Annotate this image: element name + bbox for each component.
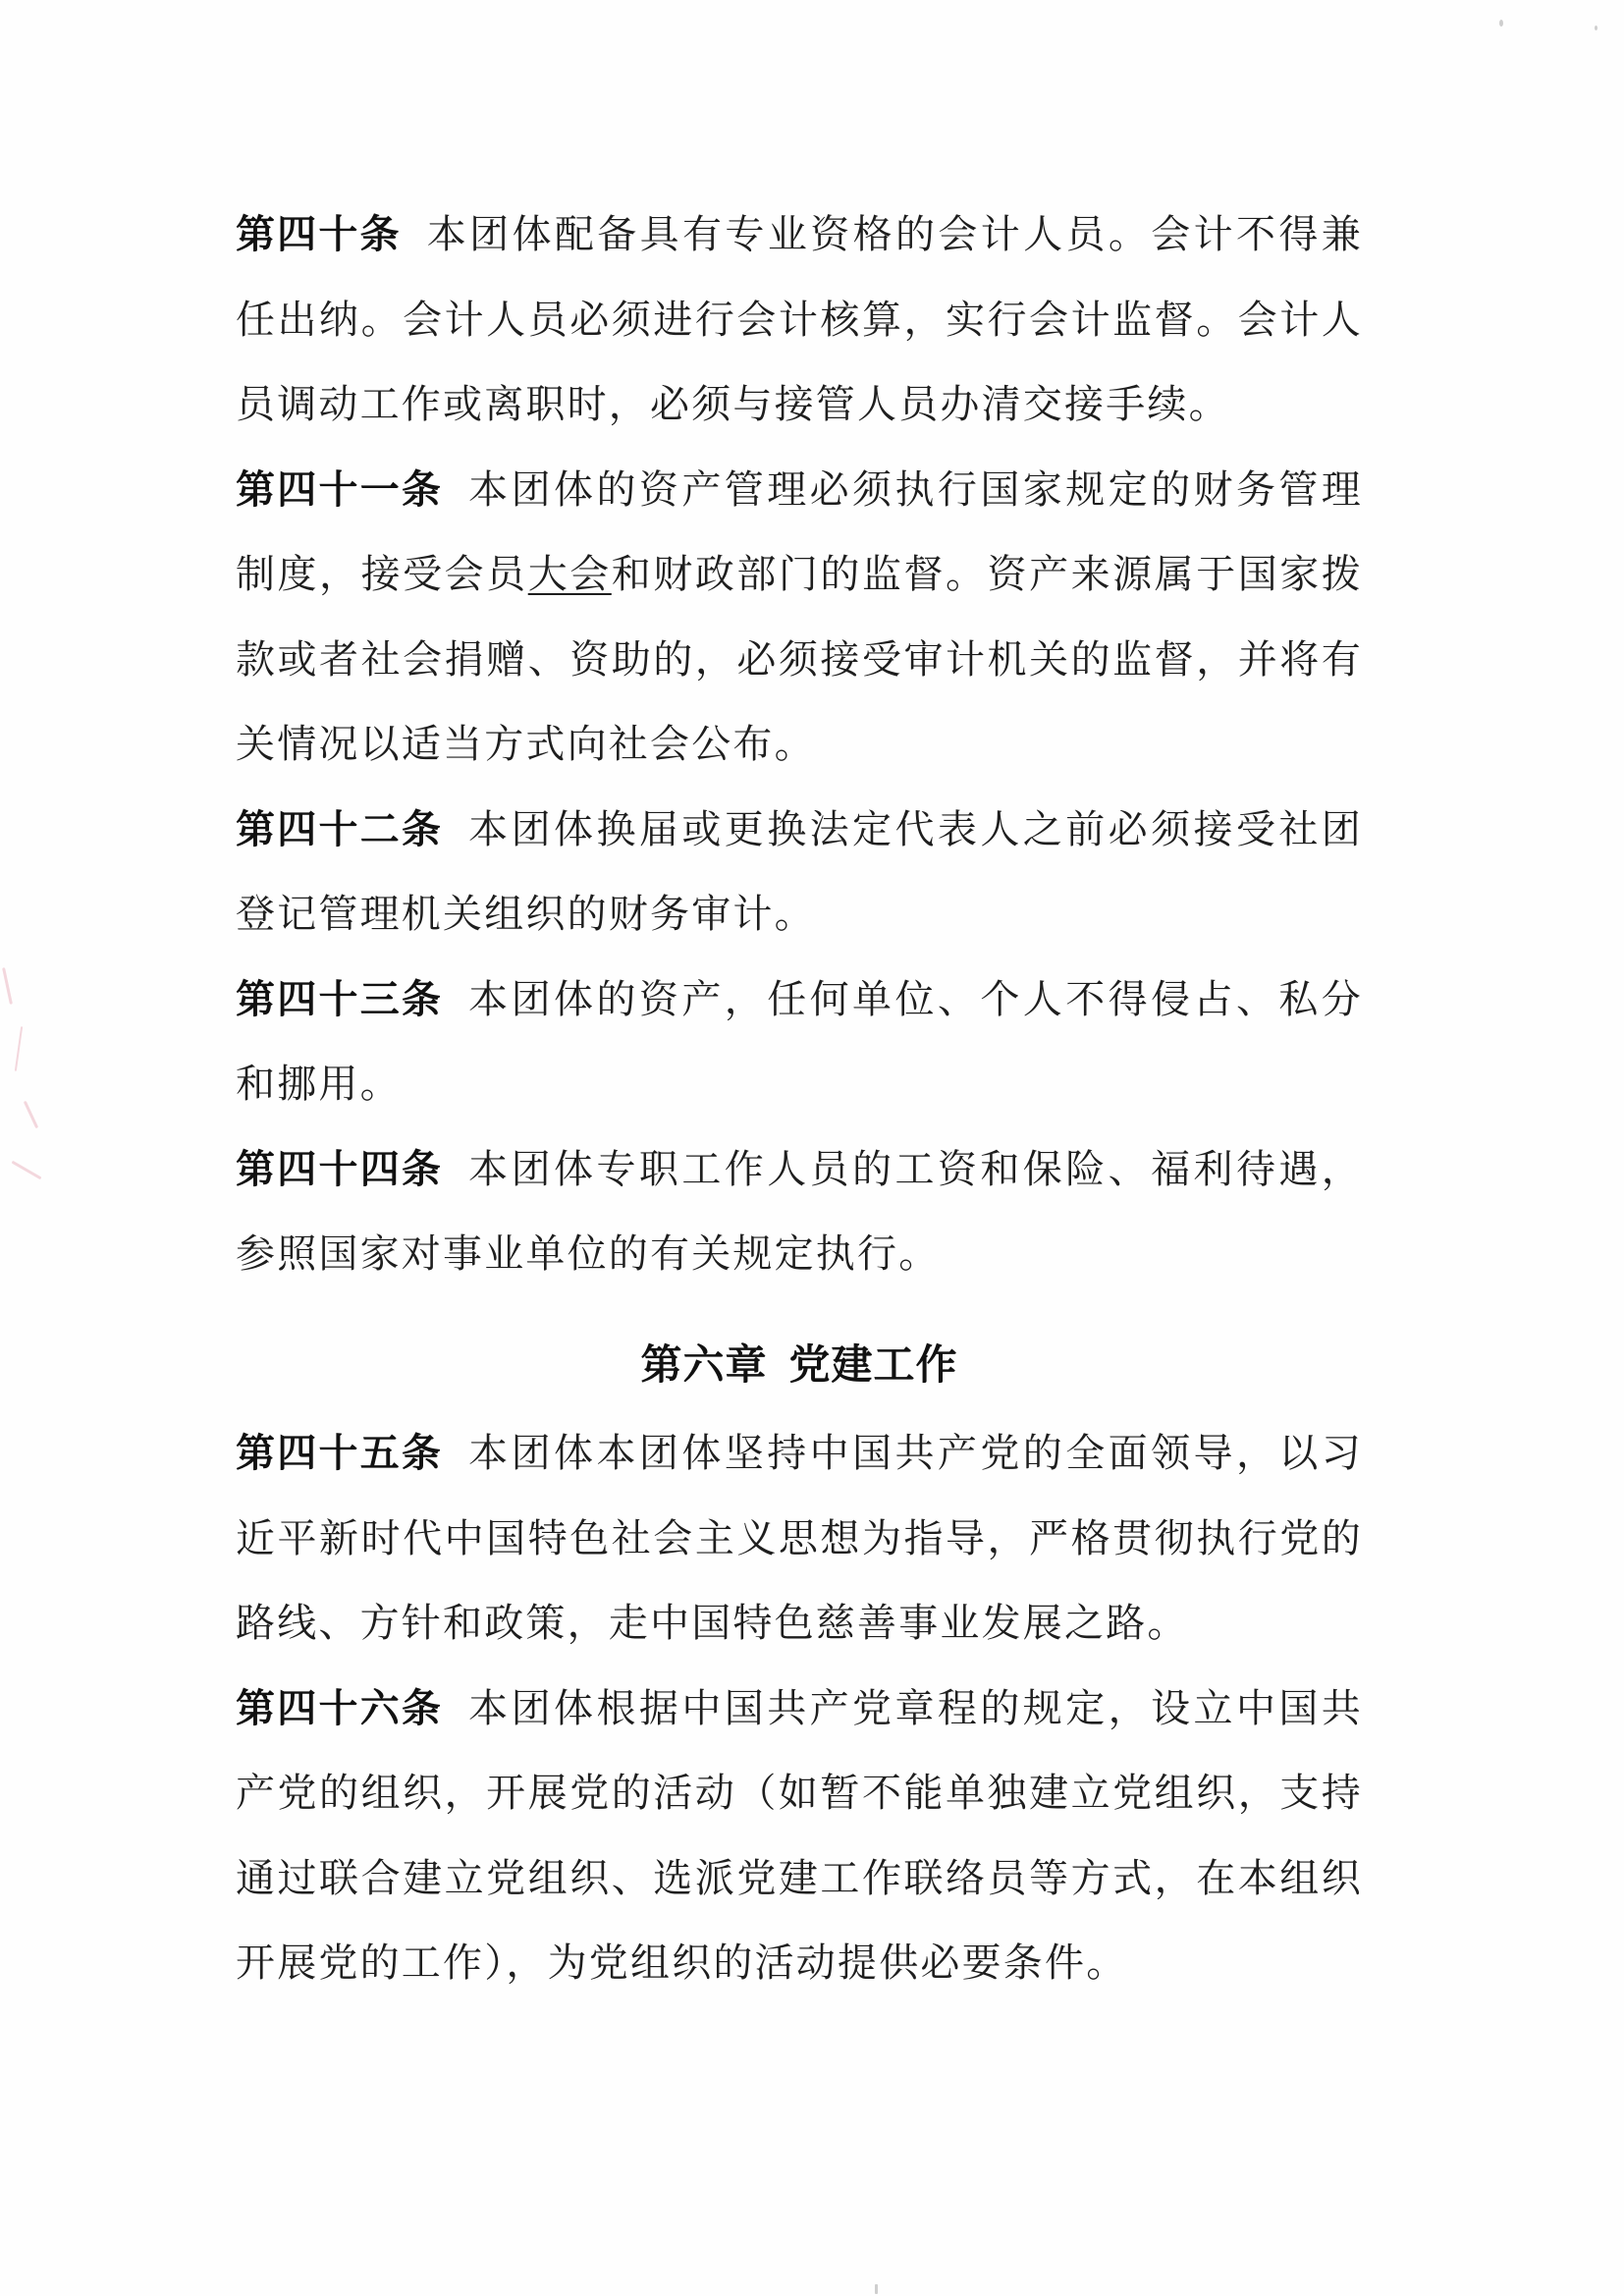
scan-speck (1499, 20, 1503, 27)
article-text: 本团体专职工作人员的工资和保险、福利待遇， (468, 1146, 1364, 1192)
article-title: 第四十五条 (236, 1431, 444, 1476)
article-line (236, 532, 1363, 618)
chapter-heading (236, 1323, 1363, 1408)
article-line (236, 448, 1363, 533)
article-line (236, 957, 1363, 1043)
article-title: 第四十三条 (236, 976, 444, 1022)
scan-stain (15, 1026, 23, 1071)
document-body (236, 192, 1363, 2006)
article-line: 登记管理机关组织的财务审计。 (236, 892, 816, 937)
article-line: 参照国家对事业单位的有关规定执行。 (236, 1231, 941, 1277)
article-40 (236, 192, 1363, 448)
scan-stain (2, 967, 13, 1005)
article-line: 近平新时代中国特色社会主义思想为指导，严格贯彻执行党的 (236, 1515, 1363, 1561)
article-line: 员调动工作或离职时，必须与接管人员办清交接手续。 (236, 382, 1230, 427)
article-line (236, 1127, 1363, 1213)
article-line: 路线、方针和政策，走中国特色慈善事业发展之路。 (236, 1601, 1189, 1646)
article-text: 本团体配备具有专业资格的会计人员。会计不得兼 (426, 212, 1364, 257)
article-title: 第四十二条 (236, 806, 444, 852)
article-title: 第四十六条 (236, 1685, 444, 1731)
chapter-name: 党建工作 (788, 1339, 958, 1389)
scan-stain (12, 1161, 42, 1180)
article-text: 本团体的资产，任何单位、个人不得侵占、私分 (468, 976, 1364, 1022)
scan-speck (1595, 26, 1597, 30)
article-text: 本团体的资产管理必须执行国家规定的财务管理 (468, 466, 1364, 513)
article-45 (236, 1411, 1363, 1667)
article-46 (236, 1667, 1363, 2006)
scan-stain (24, 1101, 38, 1128)
article-line: 关情况以适当方式向社会公布。 (236, 722, 816, 767)
article-line: 通过联合建立党组织、选派党建工作联络员等方式，在本组织 (236, 1855, 1363, 1901)
scan-speck (875, 2284, 878, 2294)
article-line (236, 1411, 1363, 1497)
article-text: 本团体本团体坚持中国共产党的全面领导，以习 (468, 1431, 1364, 1476)
article-line (236, 1667, 1363, 1752)
chapter-number: 第六章 (640, 1339, 768, 1389)
article-42 (236, 788, 1363, 957)
article-text: 制度，接受会员 (236, 552, 528, 597)
article-title: 第四十一条 (236, 466, 444, 513)
underlined-text: 大会 (527, 552, 612, 597)
article-line: 任出纳。会计人员必须进行会计核算，实行会计监督。会计人 (236, 297, 1363, 343)
article-line (236, 788, 1363, 873)
article-line: 款或者社会捐赠、资助的，必须接受审计机关的监督，并将有 (236, 636, 1363, 683)
article-41 (236, 448, 1363, 788)
article-line: 和挪用。 (236, 1062, 402, 1107)
article-line: 产党的组织，开展党的活动（如暂不能单独建立党组织，支持 (236, 1771, 1363, 1816)
article-text: 和财政部门的监督。资产来源属于国家拨 (611, 552, 1363, 597)
article-text: 本团体换届或更换法定代表人之前必须接受社团 (468, 806, 1364, 852)
article-text: 本团体根据中国共产党章程的规定，设立中国共 (468, 1685, 1364, 1731)
article-43 (236, 957, 1363, 1127)
article-title: 第四十四条 (236, 1146, 444, 1192)
article-title: 第四十条 (236, 212, 402, 257)
article-line (236, 192, 1363, 278)
article-line: 开展党的工作），为党组织的活动提供必要条件。 (236, 1941, 1128, 1986)
article-44 (236, 1127, 1363, 1297)
